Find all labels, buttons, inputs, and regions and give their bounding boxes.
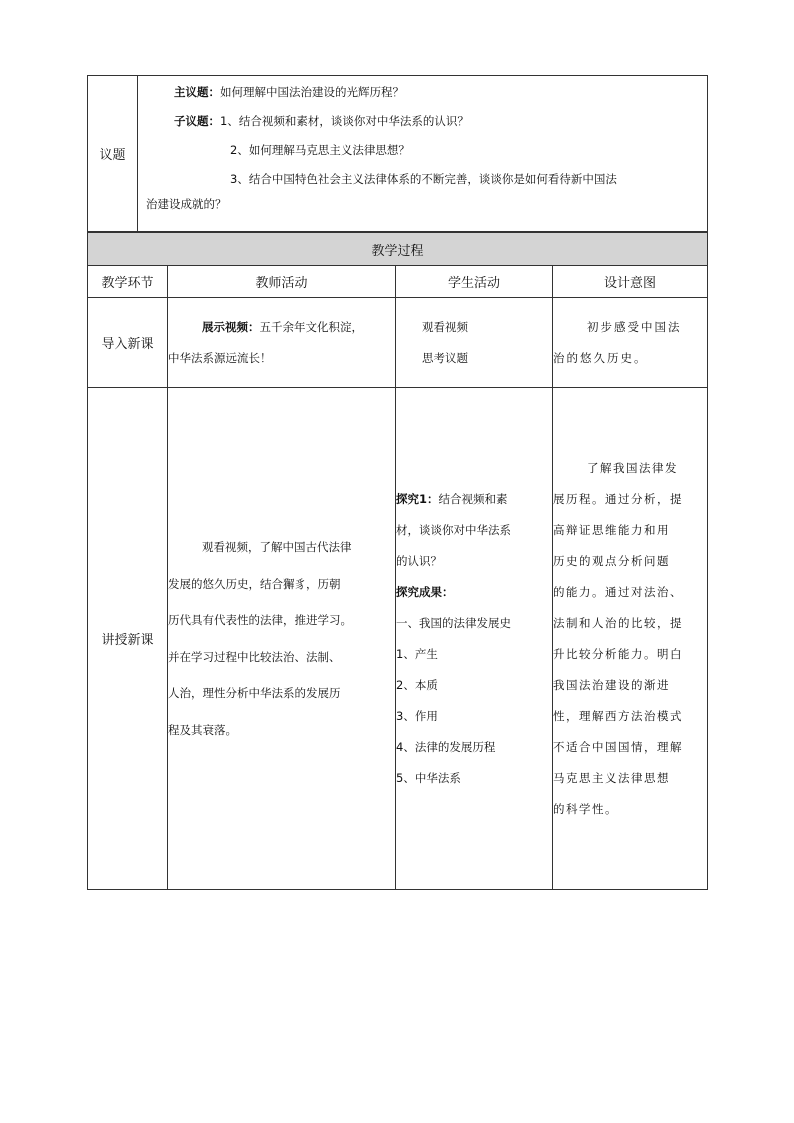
teaching-process-table xyxy=(87,232,708,890)
design-line: 不适合中国国情，理解 xyxy=(553,739,683,754)
intro-design-line1: 初步感受中国法 xyxy=(587,319,682,334)
student-item: 5、中华法系 xyxy=(396,770,461,785)
intro-teacher-line1: 五千余年文化积淀， xyxy=(259,319,363,334)
student-item: 2、本质 xyxy=(396,677,438,692)
topic-row xyxy=(88,76,708,232)
header-student: 学生活动 xyxy=(396,266,553,298)
lecture-teacher-line: 发展的悠久历史，结合獬豸，历朝 xyxy=(168,576,341,591)
sub-topic-prefix: 子议题： xyxy=(174,114,220,128)
lecture-design-intent xyxy=(553,388,708,890)
lecture-teacher-activity xyxy=(168,388,396,890)
student-item: 一、我国的法律发展史 xyxy=(396,615,511,630)
explore-line2: 材，谈谈你对中华法系 xyxy=(396,522,511,537)
explore-line3: 的认识？ xyxy=(396,553,442,568)
lecture-student-activity xyxy=(396,388,553,890)
lecture-teacher-line: 历代具有代表性的法律，推进学习。 xyxy=(168,613,352,627)
intro-student-1: 观看视频 xyxy=(422,319,468,334)
sub-topic-1 xyxy=(146,111,699,132)
design-line: 的科学性。 xyxy=(553,801,618,816)
design-line: 我国法治建设的渐进 xyxy=(553,677,670,692)
main-topic xyxy=(146,82,699,103)
topic-table xyxy=(87,75,708,232)
design-line: 高辩证思维能力和用 xyxy=(553,522,670,537)
design-line: 的能力。通过对法治、 xyxy=(553,584,683,599)
column-header-row xyxy=(88,266,708,298)
design-line: 法制和人治的比较，提 xyxy=(553,615,683,630)
main-topic-prefix: 主议题： xyxy=(174,85,220,99)
sub-topic-3-continued: 治建设成就的？ xyxy=(146,197,227,211)
header-stage: 教学环节 xyxy=(88,266,168,298)
student-item: 4、法律的发展历程 xyxy=(396,739,496,754)
explore-result-label: 探究成果： xyxy=(396,584,454,599)
topic-label: 议题 xyxy=(88,76,138,232)
lecture-teacher-line: 并在学习过程中比较法治、法制、 xyxy=(168,649,341,664)
student-item: 3、作用 xyxy=(396,708,438,723)
header-teacher: 教师活动 xyxy=(168,266,396,298)
lecture-teacher-line: 程及其衰落。 xyxy=(168,722,237,737)
design-line: 展历程。通过分析，提 xyxy=(553,491,683,506)
intro-teacher-prefix: 展示视频： xyxy=(202,319,260,334)
process-title: 教学过程 xyxy=(88,233,708,266)
design-line: 历史的观点分析问题 xyxy=(553,553,670,568)
design-line: 升比较分析能力。明白 xyxy=(553,646,683,661)
student-item: 1、产生 xyxy=(396,646,438,661)
main-topic-text: 如何理解中国法治建设的光辉历程？ xyxy=(220,85,404,99)
intro-teacher-line2: 中华法系源远流长！ xyxy=(168,350,272,365)
intro-student-2: 思考议题 xyxy=(422,350,468,365)
design-line: 了解我国法律发 xyxy=(587,460,678,475)
topic-content xyxy=(138,76,708,232)
lecture-teacher-line: 观看视频，了解中国古代法律 xyxy=(202,540,352,554)
intro-teacher-activity xyxy=(168,298,396,388)
design-line: 马克思主义法律思想 xyxy=(553,770,670,785)
explore-line1: 结合视频和素 xyxy=(438,491,508,506)
intro-design-line2: 治的悠久历史。 xyxy=(553,350,648,365)
intro-row xyxy=(88,298,708,388)
intro-student-activity xyxy=(396,298,553,388)
design-line: 性，理解西方法治模式 xyxy=(553,708,683,723)
intro-label: 导入新课 xyxy=(88,298,168,388)
sub-topic-2: 2、如何理解马克思主义法律思想？ xyxy=(230,143,410,157)
lecture-teacher-line: 人治，理性分析中华法系的发展历 xyxy=(168,686,341,700)
sub-topic-1-text: 1、结合视频和素材，谈谈你对中华法系的认识？ xyxy=(220,114,469,128)
intro-design-intent xyxy=(553,298,708,388)
sub-topic-3: 3、结合中国特色社会主义法律体系的不断完善，谈谈你是如何看待新中国法 xyxy=(230,172,617,186)
header-design: 设计意图 xyxy=(553,266,708,298)
lecture-row xyxy=(88,388,708,890)
explore-prefix: 探究1： xyxy=(396,491,439,506)
lecture-label: 讲授新课 xyxy=(88,388,168,890)
